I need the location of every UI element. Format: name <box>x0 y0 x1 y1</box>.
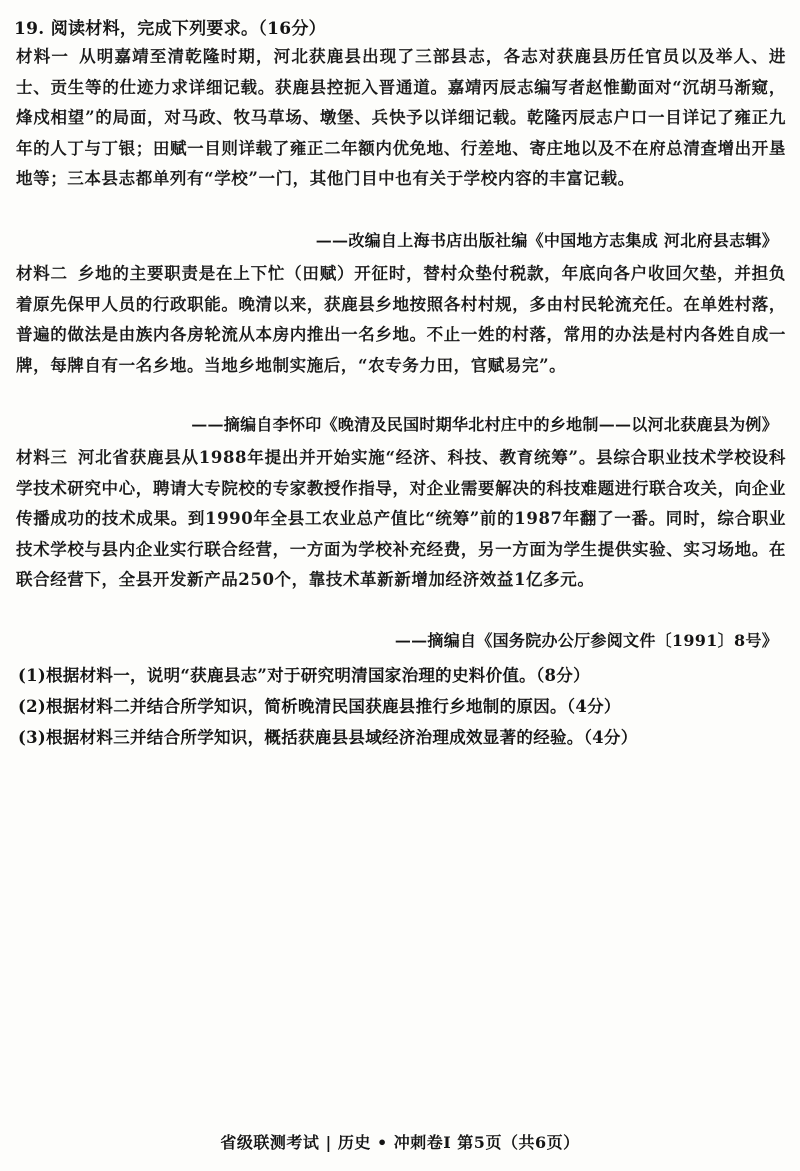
material-3 <box>16 443 786 596</box>
material-2-text: 乡地的主要职责是在上下忙（田赋）开征时，替村众垫付税款，年底向各户收回欠垫，并担负着原先保甲人员的行政职能。晚清以来，获鹿县乡地按照各村村规，多由村民轮流充任。在单姓村落，普遍的做法是由族内各房轮流从本房内推出一名乡地。不止一姓的村落，常用的办法是村内各姓自成一牌，每牌自有一名乡地。当地乡地制实施后，“农专务力田，官赋易完”。 <box>16 264 786 375</box>
sub-question-2: (2)根据材料二并结合所学知识，简析晚清民国获鹿县推行乡地制的原因。（4分） <box>18 697 621 716</box>
sub-question-3: (3)根据材料三并结合所学知识，概括获鹿县县域经济治理成效显著的经验。（4分） <box>18 728 638 747</box>
material-3-label: 材料三 <box>16 448 68 467</box>
material-1-source: ——改编自上海书店出版社编《中国地方志集成 河北府县志辑》 <box>315 231 778 250</box>
material-2 <box>16 259 786 381</box>
material-3-source: ——摘编自《国务院办公厅参阅文件〔1991〕8号》 <box>394 631 778 650</box>
material-2-source: ——摘编自李怀印《晚清及民国时期华北村庄中的乡地制——以河北获鹿县为例》 <box>191 415 778 434</box>
material-1-text: 从明嘉靖至清乾隆时期，河北获鹿县出现了三部县志，各志对获鹿县历任官员以及举人、进士、贡生等的仕迹力求详细记载。获鹿县控扼入晋通道。嘉靖丙辰志编写者赵惟勤面对“沉胡马渐窥，烽戍相望”的局面，对马政、牧马草场、墩堡、兵快予以详细记载。乾隆丙辰志户口一目详记了雍正九年的人丁与丁银；田赋一目则详载了雍正二年额内优免地、行差地、寄庄地以及不在府总清查增出开垦地等；三本县志都单列有“学校”一门，其他门目中也有关于学校内容的丰富记载。 <box>16 47 787 188</box>
material-3-text: 河北省获鹿县从1988年提出并开始实施“经济、科技、教育统筹”。县综合职业技术学校设科学技术研究中心，聘请大专院校的专家教授作指导，对企业需要解决的科技难题进行联合攻关，向企业传播成功的技术成果。到1990年全县工农业总产值比“统筹”前的1987年翻了一番。同时，综合职业技术学校与县内企业实行联合经营，一方面为学校补充经费，另一方面为学生提供实验、实习场地。在联合经营下，全县开发新产品250个，靠技术革新新增加经济效益1亿多元。 <box>16 448 786 589</box>
page-footer: 省级联测考试 | 历史 • 冲刺卷Ⅰ 第5页（共6页） <box>220 1133 580 1152</box>
material-1 <box>16 42 786 195</box>
material-1-label: 材料一 <box>16 47 70 66</box>
question-header: 19. 阅读材料，完成下列要求。（16分） <box>14 19 326 39</box>
sub-question-1: (1)根据材料一，说明“获鹿县志”对于研究明清国家治理的史料价值。（8分） <box>18 666 590 685</box>
material-2-label: 材料二 <box>16 264 68 283</box>
